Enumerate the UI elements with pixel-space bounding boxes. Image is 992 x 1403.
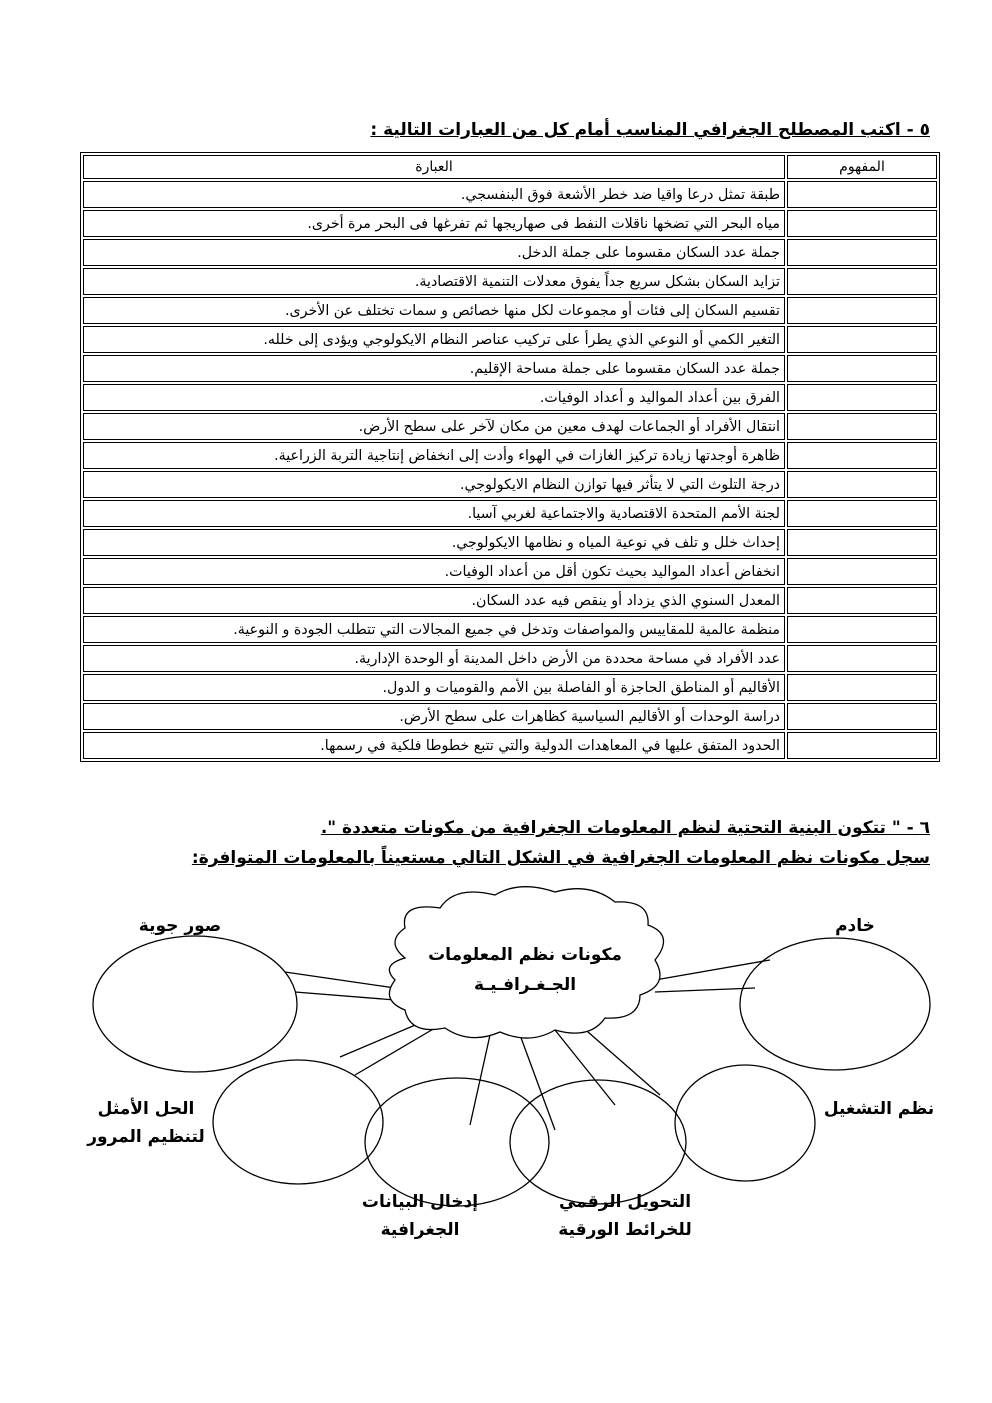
table-row xyxy=(83,442,937,469)
table-row xyxy=(83,413,937,440)
oval-aerial-photos xyxy=(93,936,297,1072)
cloud-title xyxy=(410,940,640,1000)
concept-answer-cell[interactable] xyxy=(787,181,937,208)
label-data-entry-line-2: الجغرافية xyxy=(380,1220,460,1240)
statement-cell: درجة التلوث التي لا يتأثر فيها توازن النظام الايكولوجي. xyxy=(83,471,785,498)
statement-cell: عدد الأفراد في مساحة محددة من الأرض داخل المدينة أو الوحدة الإدارية. xyxy=(83,645,785,672)
concept-answer-cell[interactable] xyxy=(787,674,937,701)
table-header-row xyxy=(83,155,937,179)
table-row xyxy=(83,645,937,672)
concept-answer-cell[interactable] xyxy=(787,471,937,498)
statement-cell: التغير الكمي أو النوعي الذي يطرأ على تركيب عناصر النظام الايكولوجي ويؤدى إلى خلله. xyxy=(83,326,785,353)
label-aerial-photos: صور جوية xyxy=(138,916,222,936)
statement-cell: الحدود المتفق عليها في المعاهدات الدولية والتي تتبع خطوطا فلكية في رسمها. xyxy=(83,732,785,759)
concept-answer-cell[interactable] xyxy=(787,558,937,585)
table-row xyxy=(83,732,937,759)
concept-answer-cell[interactable] xyxy=(787,500,937,527)
table-row xyxy=(83,297,937,324)
concept-answer-cell[interactable] xyxy=(787,268,937,295)
cloud-title-line-1: مكونات نظم المعلومات xyxy=(428,945,622,965)
concept-answer-cell[interactable] xyxy=(787,326,937,353)
table-row xyxy=(83,210,937,237)
statement-cell: تقسيم السكان إلى فئات أو مجموعات لكل منها خصائص و سمات تختلف عن الأخرى. xyxy=(83,297,785,324)
table-row xyxy=(83,529,937,556)
concept-answer-cell[interactable] xyxy=(787,703,937,730)
concept-answer-cell[interactable] xyxy=(787,732,937,759)
statement-column-header: العبارة xyxy=(83,155,785,179)
concept-column-header: المفهوم xyxy=(787,155,937,179)
terms-table xyxy=(80,152,940,762)
connector-digitizing xyxy=(555,1025,660,1105)
concept-answer-cell[interactable] xyxy=(787,587,937,614)
table-row xyxy=(83,558,937,585)
table-row xyxy=(83,355,937,382)
statement-cell: انخفاض أعداد المواليد بحيث تكون أقل من أعداد الوفيات. xyxy=(83,558,785,585)
oval-digitizing xyxy=(510,1080,686,1204)
statement-cell: الفرق بين أعداد المواليد و أعداد الوفيات. xyxy=(83,384,785,411)
table-row xyxy=(83,703,937,730)
label-optimal-solution xyxy=(76,1095,216,1151)
label-digitizing-line-2: للخرائط الورقية xyxy=(558,1220,692,1240)
concept-answer-cell[interactable] xyxy=(787,442,937,469)
statement-cell: دراسة الوحدات أو الأقاليم السياسية كظاهرات على سطح الأرض. xyxy=(83,703,785,730)
label-optimal-solution-line-1: الحل الأمثل xyxy=(97,1099,195,1119)
table-row xyxy=(83,471,937,498)
statement-cell: إحداث خلل و تلف في نوعية المياه و نظامها الايكولوجي. xyxy=(83,529,785,556)
table-row xyxy=(83,674,937,701)
concept-answer-cell[interactable] xyxy=(787,529,937,556)
concept-answer-cell[interactable] xyxy=(787,645,937,672)
statement-cell: الأقاليم أو المناطق الحاجزة أو الفاصلة بين الأمم والقوميات و الدول. xyxy=(83,674,785,701)
statement-cell: لجنة الأمم المتحدة الاقتصادية والاجتماعية لغربي آسيا. xyxy=(83,500,785,527)
statement-cell: مياه البحر التي تضخها ناقلات النفط فى صهاريجها ثم تفرغها فى البحر مرة أخرى. xyxy=(83,210,785,237)
statement-cell: طبقة تمثل درعا واقيا ضد خطر الأشعة فوق البنفسجي. xyxy=(83,181,785,208)
label-digitizing xyxy=(545,1188,705,1244)
label-data-entry xyxy=(345,1188,495,1244)
statement-cell: ظاهرة أوجدتها زيادة تركيز الغازات في الهواء وأدت إلى انخفاض إنتاجية التربة الزراعية. xyxy=(83,442,785,469)
label-optimal-solution-line-2: لتنظيم المرور xyxy=(87,1127,205,1147)
oval-data-entry xyxy=(365,1078,549,1206)
concept-answer-cell[interactable] xyxy=(787,413,937,440)
connector-server xyxy=(655,960,770,992)
statement-cell: جملة عدد السكان مقسوما على جملة مساحة الإقليم. xyxy=(83,355,785,382)
concept-answer-cell[interactable] xyxy=(787,616,937,643)
concept-answer-cell[interactable] xyxy=(787,297,937,324)
connector-aerial xyxy=(285,972,395,1000)
connector-optimal xyxy=(340,1023,435,1075)
question-6-title: ٦ - " تتكون البنية التحتية لنظم المعلومات الجغرافية من مكونات متعددة ". xyxy=(320,818,930,838)
table-row xyxy=(83,239,937,266)
question-5-title: ٥ - اكتب المصطلح الجغرافي المناسب أمام كل من العبارات التالية : xyxy=(370,120,930,140)
statement-cell: جملة عدد السكان مقسوما على جملة الدخل. xyxy=(83,239,785,266)
concept-answer-cell[interactable] xyxy=(787,210,937,237)
label-digitizing-line-1: التحويل الرقمي xyxy=(558,1192,692,1212)
statement-cell: المعدل السنوي الذي يزداد أو ينقص فيه عدد السكان. xyxy=(83,587,785,614)
label-data-entry-line-1: إدخال البيانات xyxy=(361,1192,479,1212)
concept-answer-cell[interactable] xyxy=(787,239,937,266)
label-server: خادم xyxy=(835,916,875,936)
cloud-title-line-2: الجـغـرافـيـة xyxy=(473,975,577,995)
oval-operating-systems xyxy=(675,1065,815,1181)
concept-answer-cell[interactable] xyxy=(787,355,937,382)
oval-optimal-solution xyxy=(213,1060,383,1184)
table-row xyxy=(83,384,937,411)
table-row xyxy=(83,587,937,614)
label-operating-systems: نظم التشغيل xyxy=(823,1099,935,1119)
concept-answer-cell[interactable] xyxy=(787,384,937,411)
table-row xyxy=(83,268,937,295)
statement-cell: منظمة عالمية للمقاييس والمواصفات وتدخل في جميع المجالات التي تتطلب الجودة و النوعية. xyxy=(83,616,785,643)
statement-cell: تزايد السكان بشكل سريع جداً يفوق معدلات التنمية الاقتصادية. xyxy=(83,268,785,295)
table-row xyxy=(83,616,937,643)
connector-data-entry xyxy=(470,1035,555,1130)
statement-cell: انتقال الأفراد أو الجماعات لهدف معين من مكان لآخر على سطح الأرض. xyxy=(83,413,785,440)
table-row xyxy=(83,326,937,353)
table-row xyxy=(83,181,937,208)
table-row xyxy=(83,500,937,527)
oval-server xyxy=(740,938,930,1070)
question-6-instruction: سجل مكونات نظم المعلومات الجغرافية في الشكل التالي مستعيناً بالمعلومات المتوافرة: xyxy=(191,848,930,868)
